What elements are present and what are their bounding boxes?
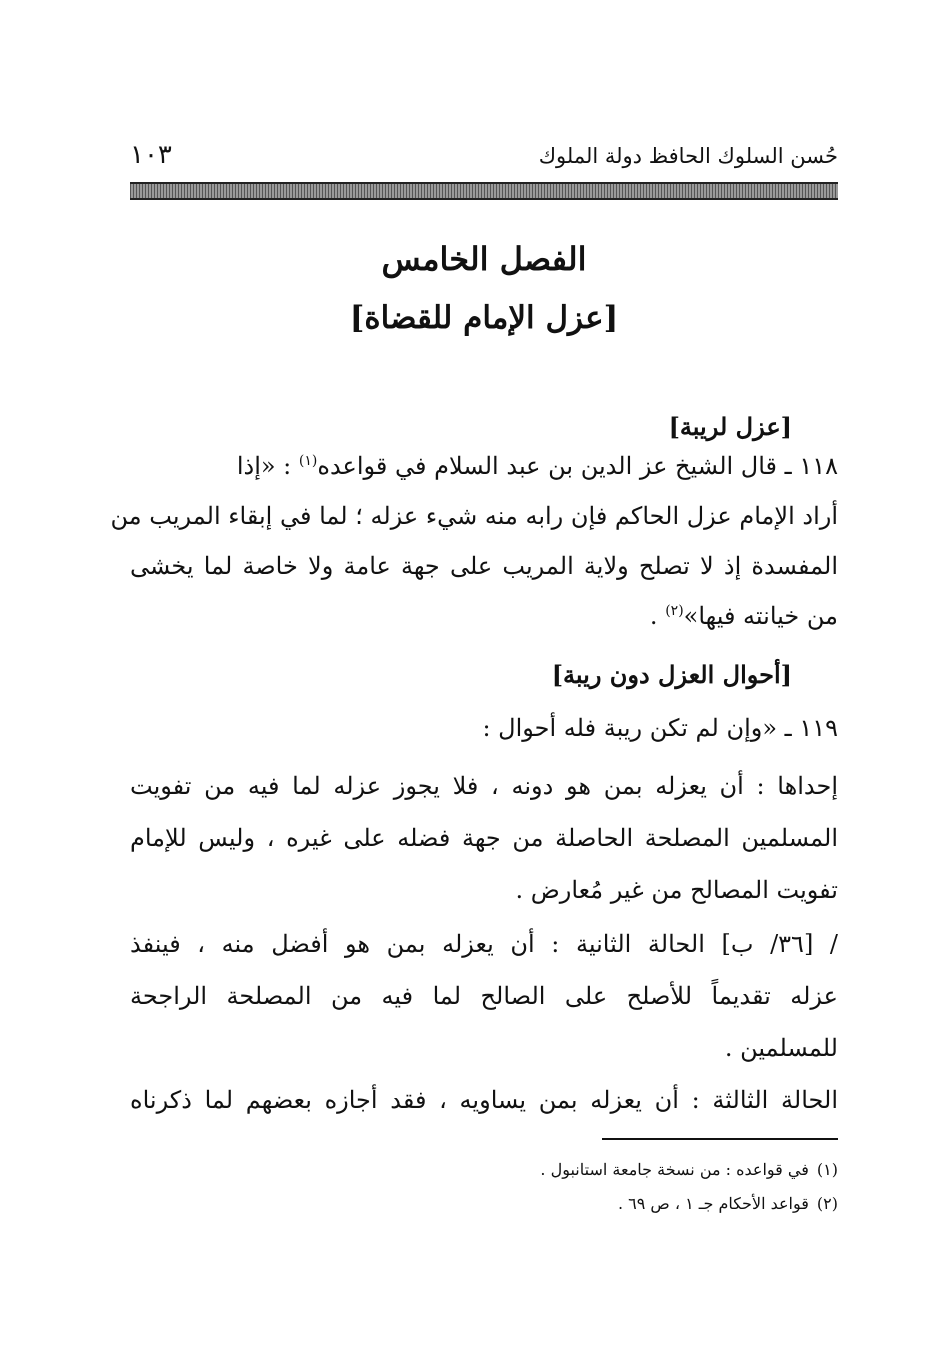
body-line: من خيانته فيها»$^{(٢)}$ . — [649, 602, 838, 630]
section-heading-suspicion: [عزل لريبة] — [668, 412, 792, 441]
body-line: إحداها : أن يعزله بمن هو دونه ، فلا يجوز عزله لما فيه من تفويت — [130, 772, 838, 800]
running-title: حُسن السلوك الحافظ دولة الملوك — [538, 144, 838, 168]
body-line: ١١٩ ـ «وإن لم تكن ريبة فله أحوال : — [482, 714, 838, 742]
body-line: المسلمين المصلحة الحاصلة من جهة فضله على غيره ، وليس للإمام — [130, 824, 838, 852]
body-line: عزله تقديماً للأصلح على الصالح لما فيه من المصلحة الراجحة — [130, 982, 838, 1010]
section-heading-states: [أحوال العزل دون ريبة] — [551, 660, 792, 689]
body-line: المفسدة إذ لا تصلح ولاية المريب على جهة عامة ولا خاصة لما يخشى — [130, 552, 838, 580]
footnote-number: (٢) — [816, 1194, 838, 1213]
footnote-text: قواعد الأحكام جـ ١ ، ص ٦٩ . — [617, 1194, 809, 1213]
footnote-ref: (٢) — [665, 603, 684, 619]
footnote-number: (١) — [816, 1160, 838, 1179]
footnote-1 — [540, 1160, 838, 1179]
body-line: تفويت المصالح من غير مُعارض . — [515, 876, 838, 904]
body-line: أراد الإمام عزل الحاكم فإن رابه منه شيء عزله ؛ لما في إبقاء المريب من — [110, 502, 838, 530]
body-line: الحالة الثالثة : أن يعزله بمن يساويه ، فقد أجازه بعضهم لما ذكرناه — [130, 1086, 838, 1114]
chapter-subtitle: [عزل الإمام للقضاة] — [349, 300, 619, 336]
chapter-title: الفصل الخامس — [381, 240, 587, 278]
page-number: ١٠٣ — [130, 140, 172, 170]
footnote-2 — [618, 1194, 838, 1213]
body-line: للمسلمين . — [724, 1034, 838, 1062]
footnote-rule — [602, 1138, 838, 1140]
body-line: / [٣٦/ ب] الحالة الثانية : أن يعزله بمن هو أفضل منه ، فينفذ — [130, 930, 838, 958]
footnote-ref: (١) — [298, 453, 318, 469]
body-line: ١١٨ ـ قال الشيخ عز الدين بن عبد السلام في قواعده$^{(١)}$ : «إذا — [236, 452, 838, 480]
footnote-text: في قواعده : من نسخة جامعة استانبول . — [540, 1160, 809, 1179]
header-rule — [130, 182, 838, 200]
running-header — [130, 140, 838, 176]
